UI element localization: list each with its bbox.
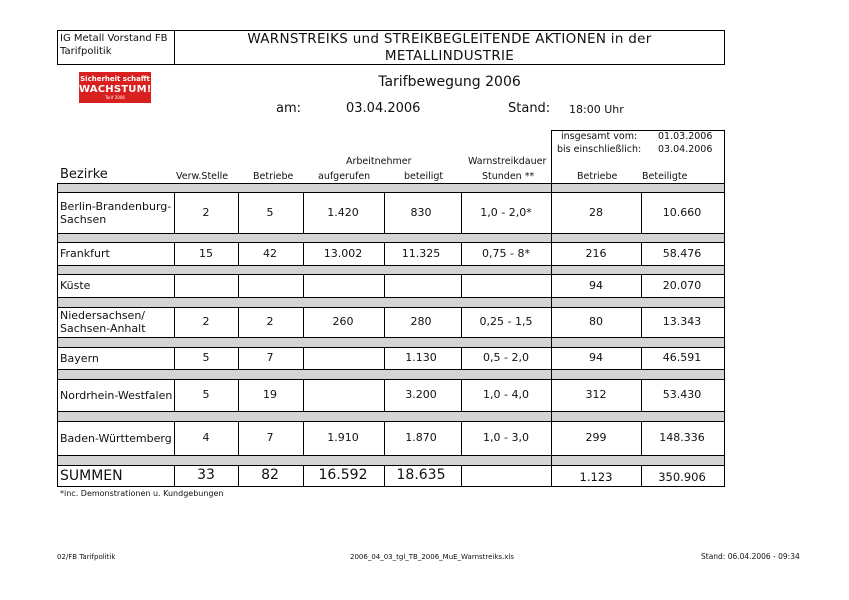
table-rule <box>57 242 725 243</box>
table-rule <box>461 242 462 265</box>
table-rule <box>551 274 552 297</box>
table-cell: 3.200 <box>405 388 437 401</box>
table-cell: 1,0 - 4,0 <box>483 388 529 401</box>
table-cell: 46.591 <box>662 351 702 364</box>
table-cell: 299 <box>585 431 607 444</box>
table-rule <box>461 307 462 337</box>
table-cell: 19 <box>263 388 277 401</box>
time-label: Stand: <box>508 101 551 116</box>
table-cell: 148.336 <box>659 431 705 444</box>
table-cell: 1,0 - 2,0* <box>480 206 532 219</box>
campaign-logo: Sicherheit schafft WACHSTUM! Tarif 2006 <box>79 72 151 103</box>
col-aufgerufen: aufgerufen <box>318 171 371 182</box>
table-cell: 216 <box>585 247 607 260</box>
table-cell: 5 <box>266 206 274 219</box>
table-cell: 2 <box>266 315 274 328</box>
sum-cell: 18.635 <box>396 467 446 483</box>
table-cell: 280 <box>410 315 432 328</box>
table-rule <box>57 369 725 370</box>
org-line-2: Tarifpolitik <box>60 46 112 57</box>
table-cell: 7 <box>266 351 274 364</box>
totals-to-value: 03.04.2006 <box>658 144 713 155</box>
table-rule <box>303 274 304 297</box>
table-cell: 94 <box>589 279 603 292</box>
table-rule <box>57 465 725 466</box>
table-cell: 42 <box>263 247 277 260</box>
table-rule <box>461 421 462 455</box>
col-warnstreikdauer: Warnstreikdauer <box>468 156 547 167</box>
col-bezirke: Bezirke <box>60 167 108 182</box>
table-cell: 2 <box>202 206 210 219</box>
table-rule <box>57 455 725 456</box>
table-rule <box>57 274 725 275</box>
table-cell: 1.870 <box>405 431 437 444</box>
table-rule <box>57 297 725 298</box>
row-name: Berlin-Brandenburg- Sachsen <box>60 200 172 226</box>
row-name: Küste <box>60 279 91 292</box>
table-cell: 94 <box>589 351 603 364</box>
separator-band <box>57 233 724 242</box>
table-cell: 5 <box>202 351 210 364</box>
table-rule <box>551 379 552 411</box>
table-rule <box>57 347 725 348</box>
sum-cell: 16.592 <box>318 467 368 483</box>
row-name: Frankfurt <box>60 247 110 260</box>
table-rule <box>57 337 725 338</box>
table-rule <box>57 421 725 422</box>
table-rule <box>57 411 725 412</box>
separator-band <box>57 411 724 421</box>
subtitle: Tarifbewegung 2006 <box>378 74 521 90</box>
table-rule <box>551 130 725 131</box>
table-rule <box>461 465 462 486</box>
title-line-2: METALLINDUSTRIE <box>384 48 515 64</box>
table-cell: 80 <box>589 315 603 328</box>
table-cell: 1,0 - 3,0 <box>483 431 529 444</box>
table-rule <box>238 274 239 297</box>
table-rule <box>57 307 725 308</box>
col-total-beteiligte: Beteiligte <box>642 171 688 182</box>
table-cell: 0,5 - 2,0 <box>483 351 529 364</box>
separator-band <box>57 183 724 192</box>
table-cell: 4 <box>202 431 210 444</box>
row-name: Niedersachsen/ Sachsen-Anhalt <box>60 309 146 335</box>
table-rule <box>57 379 725 380</box>
separator-band <box>57 265 724 274</box>
date-value: 03.04.2006 <box>346 101 421 116</box>
sum-label: SUMMEN <box>60 468 123 484</box>
table-rule <box>384 274 385 297</box>
separator-band <box>57 369 724 379</box>
table-rule <box>461 274 462 297</box>
time-value: 18:00 Uhr <box>569 103 624 116</box>
table-rule <box>174 274 175 297</box>
table-rule <box>57 486 725 487</box>
table-rule <box>551 307 552 337</box>
table-cell: 0,75 - 8* <box>482 247 530 260</box>
table-cell: 11.325 <box>401 247 441 260</box>
footer-right: Stand: 06.04.2006 - 09:34 <box>701 552 800 561</box>
col-betriebe: Betriebe <box>253 171 294 182</box>
org-line-1: IG Metall Vorstand FB <box>60 33 168 44</box>
table-cell: 1.130 <box>405 351 437 364</box>
table-cell: 0,25 - 1,5 <box>479 315 533 328</box>
table-rule <box>551 347 552 369</box>
totals-to-label: bis einschließlich: <box>557 144 642 155</box>
table-cell: 58.476 <box>662 247 702 260</box>
table-cell: 1.420 <box>327 206 359 219</box>
col-beteiligt: beteiligt <box>404 171 444 182</box>
table-cell: 20.070 <box>662 279 702 292</box>
table-rule <box>551 242 552 265</box>
sum-cell: 82 <box>261 467 279 483</box>
table-rule <box>724 130 725 486</box>
table-rule <box>551 465 552 486</box>
table-cell: 13.002 <box>323 247 363 260</box>
table-cell: 260 <box>332 315 354 328</box>
col-total-betriebe: Betriebe <box>577 171 618 182</box>
table-cell: 28 <box>589 206 603 219</box>
table-cell: 53.430 <box>662 388 702 401</box>
row-name: Bayern <box>60 352 99 365</box>
table-rule <box>461 379 462 411</box>
table-cell: 1.910 <box>327 431 359 444</box>
separator-band <box>57 455 724 465</box>
row-name: Baden-Württemberg <box>60 432 172 445</box>
table-cell: 830 <box>410 206 432 219</box>
totals-from-label: insgesamt vom: <box>561 131 638 142</box>
col-verw-stelle: Verw.Stelle <box>176 171 229 182</box>
table-rule <box>461 347 462 369</box>
row-name: Nordrhein-Westfalen <box>60 389 173 402</box>
col-arbeitnehmer: Arbeitnehmer <box>346 156 412 167</box>
footnote: *inc. Demonstrationen u. Kundgebungen <box>60 489 224 498</box>
table-cell: 15 <box>199 247 213 260</box>
col-stunden: Stunden ** <box>482 171 535 182</box>
footer-center: 2006_04_03_tgl_TB_2006_MuE_Warnstreiks.xls <box>350 553 515 561</box>
table-cell: 13.343 <box>662 315 702 328</box>
separator-band <box>57 297 724 307</box>
sum-cell: 1.123 <box>579 470 613 484</box>
table-rule <box>57 183 725 184</box>
table-cell: 10.660 <box>662 206 702 219</box>
table-rule <box>57 192 725 193</box>
table-rule <box>57 265 725 266</box>
table-rule <box>461 192 462 233</box>
table-cell: 7 <box>266 431 274 444</box>
sum-cell: 33 <box>197 467 215 483</box>
footer-left: 02/FB Tarifpolitik <box>57 553 116 561</box>
table-cell: 312 <box>585 388 607 401</box>
table-rule <box>551 192 552 233</box>
table-rule <box>57 183 58 486</box>
separator-band <box>57 337 724 347</box>
title-line-1: WARNSTREIKS und STREIKBEGLEITENDE AKTIONEN in der <box>247 31 652 47</box>
totals-from-value: 01.03.2006 <box>658 131 713 142</box>
table-cell: 2 <box>202 315 210 328</box>
date-label: am: <box>276 101 302 116</box>
sum-cell: 350.906 <box>658 470 706 484</box>
table-rule <box>551 421 552 455</box>
table-cell: 5 <box>202 388 210 401</box>
table-rule <box>57 233 725 234</box>
